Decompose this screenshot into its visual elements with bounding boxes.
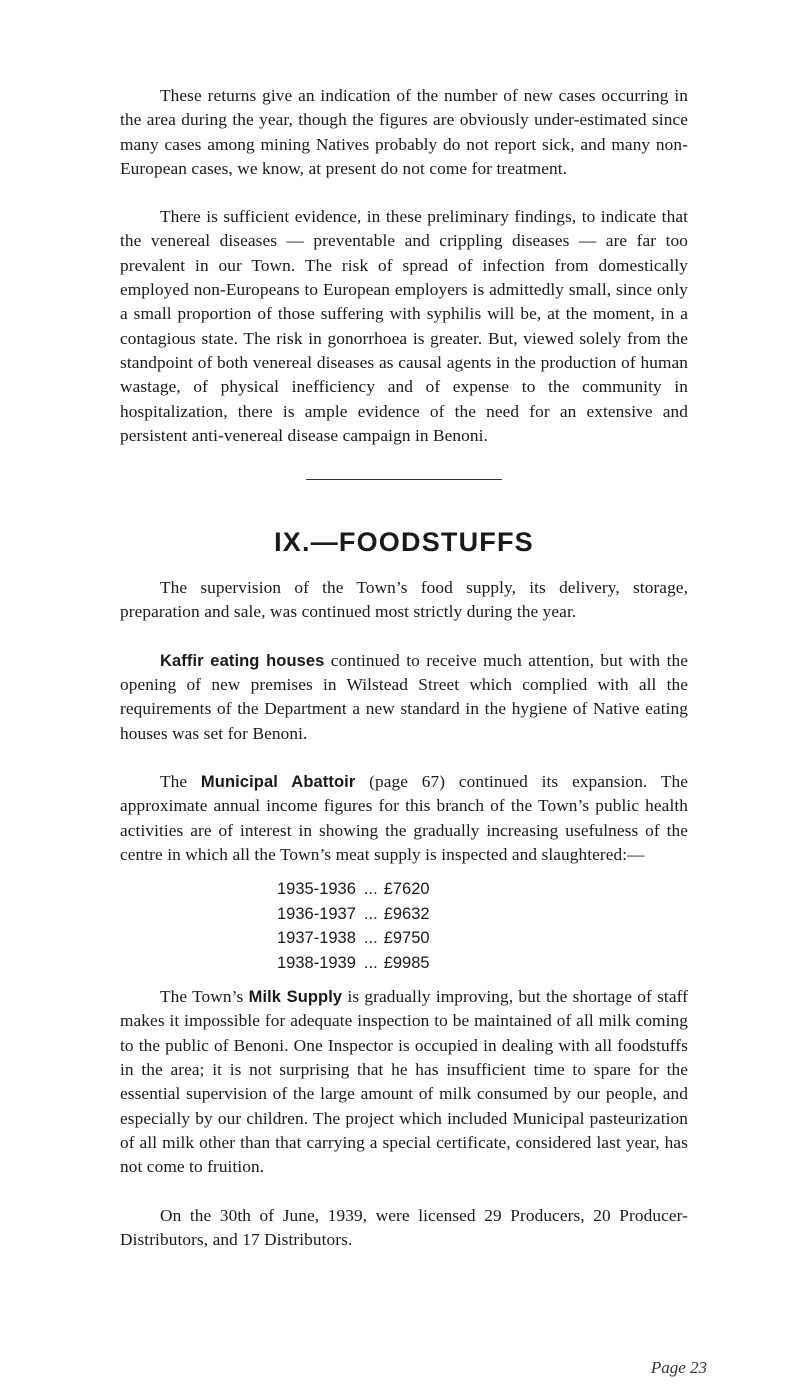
- milk-text: is gradually improving, but the shortage of staff makes it impossible for adequate inspection to be maintained of all milk coming to the public of Benoni. One Inspector is occupied in dealing with all foodstuffs in the area; it is not surprising that he has insufficient time to spare for the essential supervision of the large amount of milk consumed by our people, and especially by our children. The project which included Municipal pasteurization of all milk other than that carrying a special certificate, considered last year, has not come to fruition.: [120, 987, 689, 1177]
- income-year: 1936-1937: [277, 904, 356, 923]
- table-row: [277, 951, 430, 976]
- paragraph-food-supply: The supervision of the Town’s food supply, its delivery, storage, preparation and sale, was continued most strictly during the year.: [120, 578, 688, 622]
- kaffir-lead: Kaffir eating houses: [160, 651, 325, 670]
- income-amount: £9750: [383, 929, 430, 948]
- paragraph-licensed-producers: On the 30th of June, 1939, were licensed 29 Producers, 20 Producer-Distributors, and 17 Distributors.: [120, 1205, 688, 1249]
- document-page: [120, 84, 688, 1252]
- section-heading: IX.—FOODSTUFFS: [274, 527, 534, 558]
- income-year: 1937-1938: [277, 929, 356, 948]
- table-row: [277, 926, 430, 951]
- kaffir-text: continued to receive much attention, but with the opening of new premises in Wilstead Street which complied with all the requirements of the Department a new standard in the hygiene of Native eating houses was set for Benoni.: [120, 650, 688, 743]
- paragraph-venereal-diseases: There is sufficient evidence, in these preliminary findings, to indicate that the venereal diseases — preventable and crippling diseases — are far too prevalent in our Town. The risk of spread of infection from domestically employed non-Europeans to European employers is admittedly small, since only a small proportion of those suffering with syphilis will be, at the moment, in a contagious state. The risk in gonorrhoea is greater. But, viewed solely from the standpoint of both venereal diseases as causal agents in the production of human wastage, of physical inefficiency and of expense to the community in hospitalization, there is ample evidence of the need for an extensive and persistent anti-venereal disease campaign in Benoni.: [120, 207, 688, 445]
- income-leader-dots: ...: [363, 929, 378, 948]
- paragraph-milk-supply: [120, 985, 688, 1179]
- section-divider: [306, 479, 502, 480]
- table-row: [277, 877, 430, 902]
- income-amount: £9632: [383, 904, 430, 923]
- paragraph-new-cases: These returns give an indication of the number of new cases occurring in the area during the year, though the figures are obviously under-estimated since many cases among mining Natives probably do not report sick, and many non-European cases, we know, at present do not come for treatment.: [120, 86, 688, 178]
- income-year: 1938-1939: [277, 953, 356, 972]
- milk-pre: The Town’s: [160, 987, 249, 1007]
- abattoir-pre: The: [160, 771, 201, 791]
- paragraph-municipal-abattoir: [120, 770, 688, 867]
- income-amount: £7620: [383, 880, 430, 899]
- income-year: 1935-1936: [277, 880, 356, 899]
- income-leader-dots: ...: [363, 880, 378, 899]
- page-number: Page 23: [650, 1358, 707, 1377]
- abattoir-text: (page 67) continued its expansion. The approximate annual income figures for this branch of the Town’s public health activities are of interest in showing the gradually increasing usefulness of the centre in which all the Town’s meat supply is inspected and slaughtered:—: [120, 771, 688, 864]
- milk-lead: Milk Supply: [248, 988, 343, 1007]
- income-leader-dots: ...: [363, 904, 378, 923]
- paragraph-kaffir-eating-houses: [120, 649, 688, 746]
- abattoir-lead: Municipal Abattoir: [200, 772, 356, 791]
- income-leader-dots: ...: [363, 953, 378, 972]
- income-amount: £9985: [383, 953, 430, 972]
- abattoir-income-table: [277, 877, 430, 975]
- table-row: [277, 902, 430, 927]
